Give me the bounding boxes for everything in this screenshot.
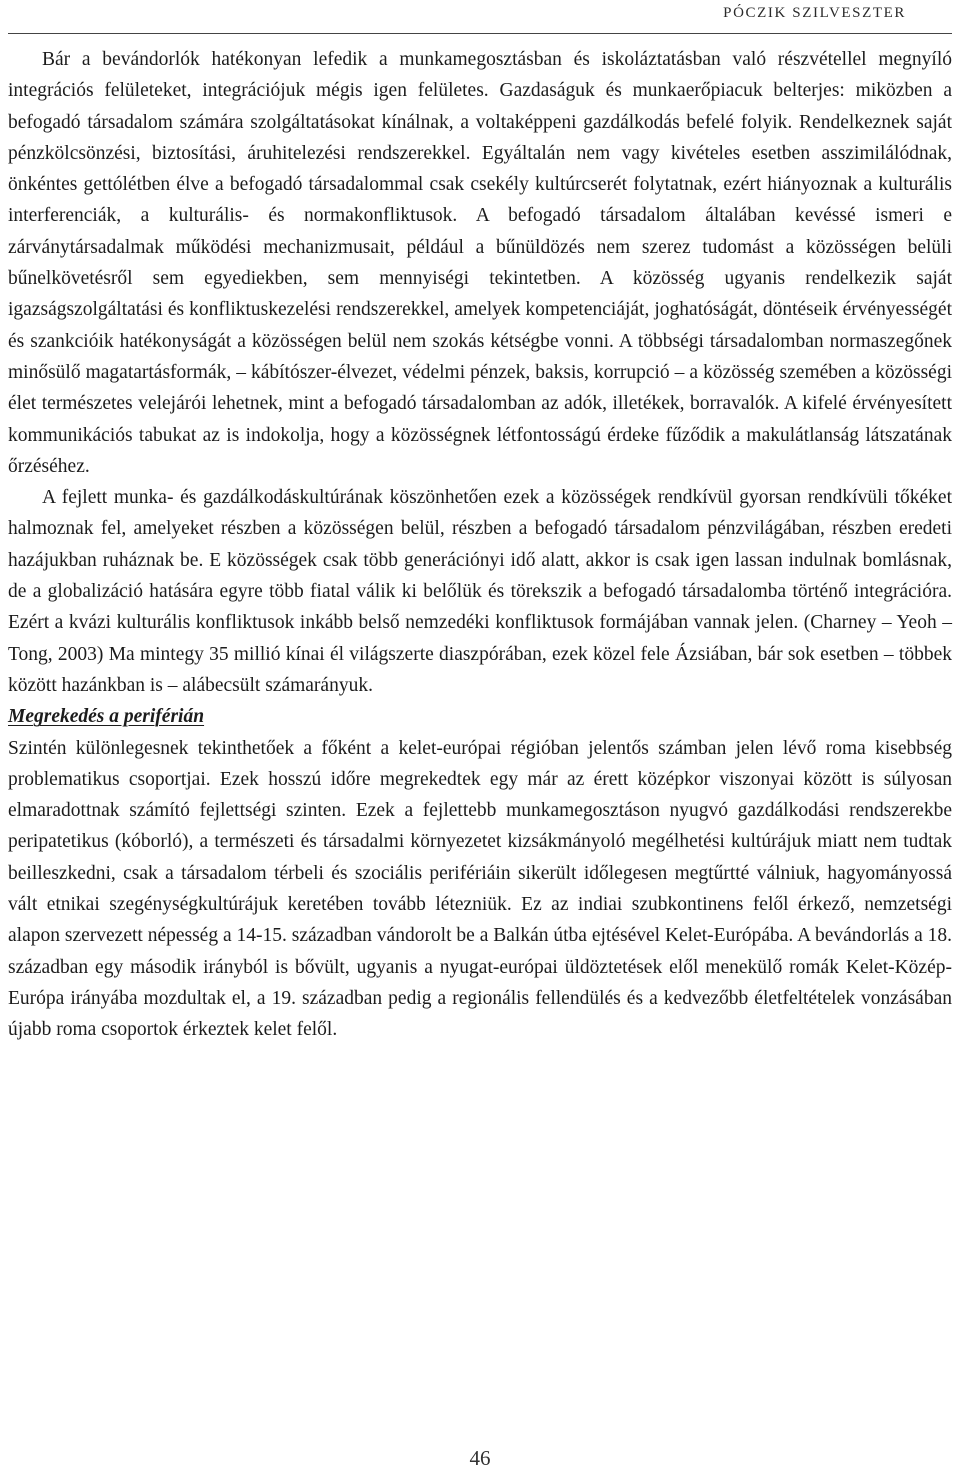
section-heading: Megrekedés a periférián <box>8 706 205 728</box>
body-paragraph-2: A fejlett munka- és gazdálkodáskultúrának köszönhetően ezek a közösségek rendkívül gyorsan rendkívüli tőkéket halmoznak fel, amelyeket részben a közösségen belül, részben a befogadó társadalom pénzvilágában, részben eredeti hazájukban ruháznak be. E közösségek csak több generációnyi idő alatt, akkor is csak igen lassan indulnak bomlásnak, de a globalizáció hatására egyre több fiatal válik ki belőlük és törekszik a befogadó társadalomba történő integrációra. Ezért a kvázi kulturális konfliktusok inkább belső nemzedéki konfliktusok formájában vannak jelen. (Charney – Yeoh – Tong, 2003) Ma mintegy 35 millió kínai él világszerte diaszpórában, ezek közel fele Ázsiában, bár sok esetben – többek között hazánkban is – alábecsült számarányuk. <box>8 487 952 696</box>
section-paragraph: Szintén különlegesnek tekinthetőek a főként a kelet-európai régióban jelentős számban jelen lévő roma kisebbség problematikus csoportjai. Ezek hosszú időre megrekedtek egy már az érett középkor viszonyai között is súlyosan elmaradottnak számító fejlettségi szinten. Ezek a fejlettebb munkamegosztáson nyugvó gazdálkodási rendszerekbe peripatetikus (kóborló), a természeti és társadalmi környezetet kizsákmányoló megélhetési kultúrájuk miatt nem tudtak beilleszkedni, csak a társadalom térbeli és szociális perifériáin sikerült időlegesen megtűrtté válniuk, hagyományossá vált etnikai szegénységkultúrájuk keretében tovább létezniük. Ez az indiai szubkontinens felől érkező, nemzetségi alapon szervezett népesség a 14-15. században vándorolt be a Balkán útba ejtésével Kelet-Európába. A bevándorlás a 18. században egy második irányból is bővült, ugyanis a nyugat-európai üldöztetések elől menekülő romák Kelet-Közép-Európa irányába mozdultak el, a 19. században pedig a regionális fellendülés és a kedvezőbb életfeltételek vonzásában újabb roma csoportok érkeztek kelet felől. <box>8 737 952 1041</box>
page-number: 46 <box>469 1446 491 1470</box>
running-title: PÓCZIK SZILVESZTER <box>723 5 906 21</box>
page-body <box>8 44 952 1046</box>
header-rule <box>8 33 952 34</box>
running-header <box>0 2 960 32</box>
body-paragraph-1: Bár a bevándorlók hatékonyan lefedik a munkamegosztásban és iskoláztatásban való részvétellel megnyíló integrációs felületeket, integrációjuk mégis igen felületes. Gazdaságuk és munkaerőpiacuk belterjes: miközben a befogadó társadalom számára szolgáltatásokat kínálnak, a voltaképpeni gazdálkodás befelé folyik. Rendelkeznek saját pénzkölcsönzési, biztosítási, áruhitelezési rendszerekkel. Egyáltalán nem vagy kivételes esetben asszimilálódnak, önkéntes gettólétben élve a befogadó társadalommal csak csekély kultúrcserét folytatnak, ezért hiányoznak a kulturális interferenciák, a kulturális- és normakonfliktusok. A befogadó társadalom általában kevéssé ismeri e zárványtársadalmak működési mechanizmusait, például a bűnüldözés nem szerez tudomást a közösségen belüli bűnelkövetésről sem egyediekben, sem mennyiségi tekintetben. A közösség ugyanis rendelkezik saját igazságszolgáltatási és konfliktuskezelési rendszerekkel, amelyek kompetenciáját, joghatóságát, döntéseik érvényességét és szankcióik hatékonyságát a közösségen belül nem szokás kétségbe vonni. A többségi társadalomban normaszegőnek minősülő magatartásformák, – kábítószer-élvezet, védelmi pénzek, baksis, korrupció – a közösség szemében a közösségi élet természetes velejárói lehetnek, mint a befogadó társadalomban az adók, illetékek, borravalók. A kifelé érvényesített kommunikációs tabukat az is indokolja, hogy a közösségnek létfontosságú érdeke fűződik a makulátlanság látszatának őrzéséhez. <box>8 49 952 477</box>
